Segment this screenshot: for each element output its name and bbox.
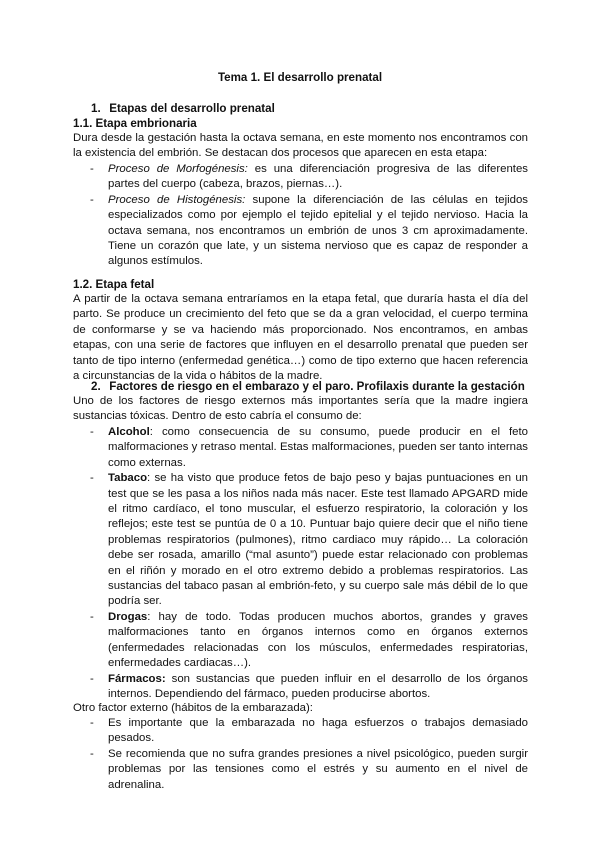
list-dash: - [90, 193, 94, 206]
list-dash: - [90, 717, 94, 729]
subsection-1-1-intro: Dura desde la gestación hasta la octava semana, en este momento nos encontramos con la existencia del embrión. Se destacan dos procesos que aparecen en esta etapa: [73, 132, 528, 160]
list-item [73, 162, 528, 193]
list-dash: - [90, 472, 94, 485]
list-item-text: Es importante que la embarazada no haga esfuerzos o trabajos demasiado pesados. [108, 717, 528, 745]
list-item-term: Proceso de Morfogénesis: [108, 163, 248, 175]
list-item-text: es una diferenciación progresiva de las diferentes partes del cuerpo (cabeza, brazos, piernas…). [108, 163, 528, 191]
section-2-number: 2. [91, 380, 101, 393]
list-item [73, 425, 528, 471]
list-item [73, 193, 528, 270]
list-item-term: Fármacos: [108, 672, 166, 685]
section-1-number: 1. [91, 102, 101, 115]
other-factor-heading: Otro factor externo (hábitos de la embarazada): [73, 702, 313, 714]
section-2-title: Factores de riesgo en el embarazo y el paro. Profilaxis durante la gestación [109, 380, 525, 393]
list-item [73, 610, 528, 672]
list-dash: - [90, 426, 94, 438]
list-dash: - [90, 672, 94, 685]
section-2-heading [91, 379, 525, 394]
list-item-text: son sustancias que pueden influir en el desarrollo de los órganos internos. Dependiendo del fármaco, pueden producirse abortos. [108, 672, 528, 700]
section-1-title: Etapas del desarrollo prenatal [109, 102, 275, 115]
list-item [73, 672, 528, 703]
list-item-term: Alcohol [108, 426, 150, 438]
page-title: Tema 1. El desarrollo prenatal [217, 71, 383, 84]
list-dash: - [90, 610, 94, 623]
list-item-text: : se ha visto que produce fetos de bajo peso y bajas puntuaciones en un test que se les pasa a los niños nada más nacer. Este test llamado APGARD mide el ritmo cardíaco, el tono muscular, el esfuerzo respiratorio, la coloración y los reflejos; este test se puntúa de 0 a 10. Puntuar bajo quiere decir que el niño tiene problemas respiratorios (pulmones), ritmo cardiaco muy rápido… La coloración debe ser rosada, amarillo (“mal asunto”) puede estar relacionado con problemas en el riñón y morado en el otro extremo debido a problemas respiratorios. Las sustancias del tabaco pasan al embrión-feto, y su cuerpo sale más débil de lo que podría ser. [108, 472, 528, 608]
list-item [73, 747, 528, 793]
list-item-term: Tabaco [108, 472, 148, 485]
processes-list [73, 162, 528, 270]
habits-list [73, 716, 528, 793]
toxic-substances-list [73, 425, 528, 702]
list-dash: - [90, 163, 94, 175]
list-item-text: Se recomienda que no sufra grandes presiones a nivel psicológico, pueden surgir problemas por las tensiones como el estrés y su aumento en el nivel de adrenalina. [108, 747, 528, 791]
list-item-text: : hay de todo. Todas producen muchos abortos, grandes y graves malformaciones tanto en órganos internos como en órganos externos (enfermedades relacionadas con los músculos, enfermedades respiratorias, enfermedades cardiacas…). [108, 610, 528, 670]
list-item [73, 471, 528, 610]
list-item-term: Proceso de Histogénesis: [108, 193, 246, 206]
list-item [73, 716, 528, 747]
subsection-1-2-text: A partir de la octava semana entraríamos en la etapa fetal, que duraría hasta el día del parto. Se produce un crecimiento del feto que se da a gran velocidad, el cuerpo termina de conformarse y se va haciendo más proporcionado. Nos encontramos, en ambas etapas, con una serie de factores que influyen en el desarrollo prenatal que pueden ser tanto de tipo interno (enfermedad genética…) como de tipo externo que hacen referencia a circunstancias de la vida o hábitos de la madre. [73, 293, 528, 383]
subsection-1-2-heading: 1.2. Etapa fetal [73, 278, 155, 291]
section-1-heading [91, 101, 275, 116]
section-2-intro: Uno de los factores de riesgo externos más importantes sería que la madre ingiera sustancias tóxicas. Dentro de esto cabría el consumo de: [73, 395, 528, 423]
list-item-term: Drogas [108, 610, 148, 623]
list-item-text: : como consecuencia de su consumo, puede producir en el feto malformaciones y retraso mental. Estas malformaciones, pueden ser tanto internas como externas. [108, 426, 528, 469]
list-item-text: supone la diferenciación de las células en tejidos especializados como por ejemplo el tejido epitelial y el tejido nervioso. Hacia la octava semana, nos encontramos un embrión de unos 3 cm aproximadamente. Tiene un corazón que late, y un sistema nervioso que es capaz de responder a algunos estímulos. [108, 193, 528, 268]
subsection-1-1-heading: 1.1. Etapa embrionaria [73, 117, 197, 130]
list-dash: - [90, 747, 94, 760]
